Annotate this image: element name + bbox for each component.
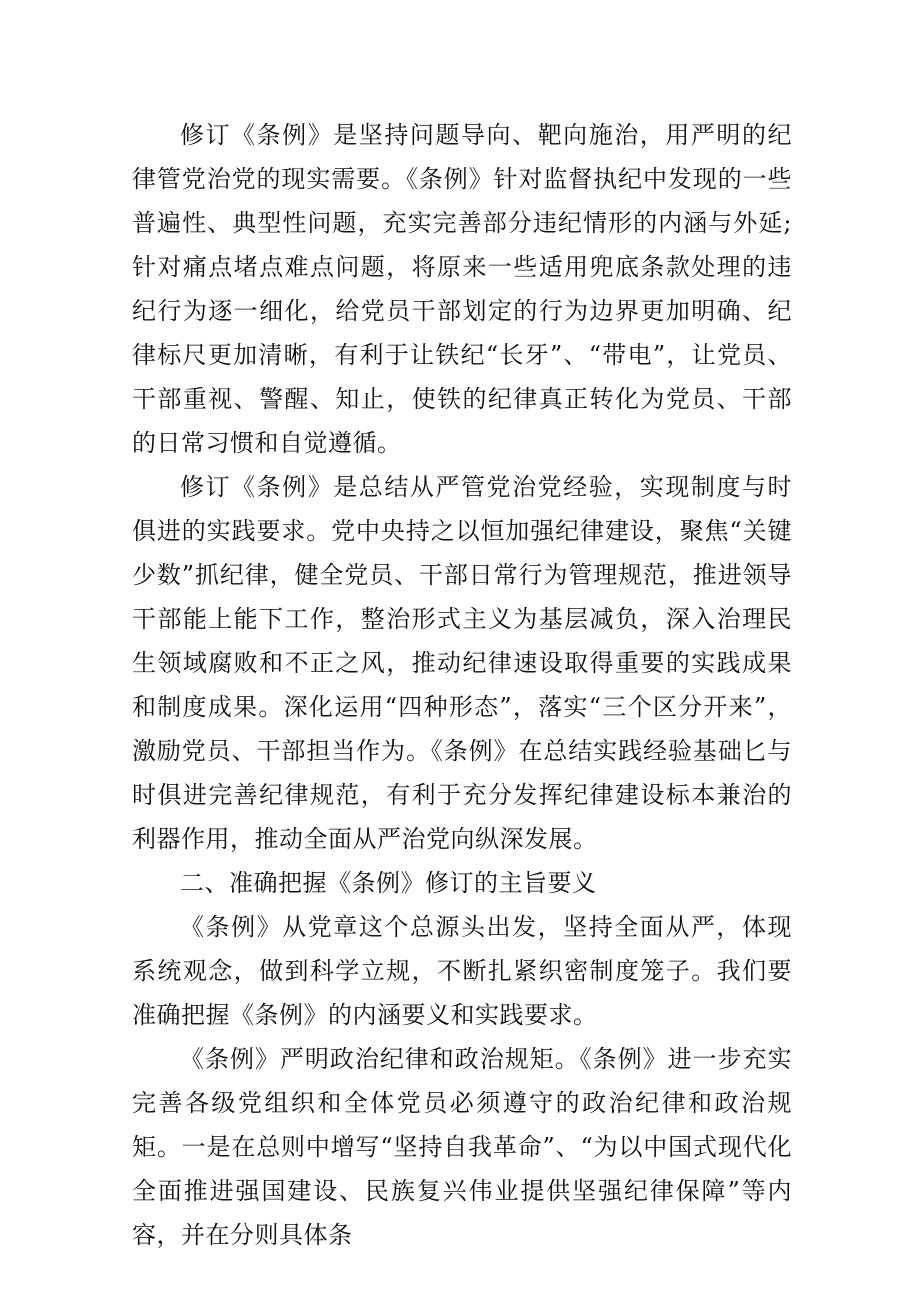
paragraph-1: 修订《条例》是坚持问题导向、靶向施治，用严明的纪律管党治党的现实需要。《条例》针对监督执纪中发现的一些普遍性、典型性问题，充实完善部分违纪情形的内涵与外延;针对痛点堵点难点问题，将原来一些适用兜底条款处理的违纪行为逐一细化，给党员干部划定的行为边界更加明确、纪律标尺更加清晰，有利于让铁纪“长牙”、“带电”，让党员、干部重视、警醒、知止，使铁的纪律真正转化为党员、干部的日常习惯和自觉遵循。 (132, 121, 792, 457)
section-heading: 二、准确把握《条例》修订的主旨要义 (180, 869, 597, 897)
paragraph-4: 《条例》严明政治纪律和政治规矩。《条例》进一步充实完善各级党组织和全体党员必须遵守的政治纪律和政治规矩。一是在总则中增写“坚持自我革命”、“为以中国式现代化全面推进强国建设、民族复兴伟业提供坚强纪律保障”等内容，并在分则具体条 (132, 1045, 792, 1249)
paragraph-3: 《条例》从党章这个总源头出发，坚持全面从严，体现系统观念，做到科学立规，不断扎紧织密制度笼子。我们要准确把握《条例》的内涵要义和实践要求。 (132, 913, 792, 1029)
document-body (132, 113, 792, 1257)
paragraph-2: 修订《条例》是总结从严管党治党经验，实现制度与时俱进的实践要求。党中央持之以恒加强纪律建设，聚焦“关键少数”抓纪律，健全党员、干部日常行为管理规范，推进领导干部能上能下工作，整治形式主义为基层减负，深入治理民生领域腐败和不正之风，推动纪律速设取得重要的实践成果和制度成果。深化运用“四种形态”，落实“三个区分开来”，激励党员、干部担当作为。《条例》在总结实践经验基础匕与时俱进完善纪律规范，有利于充分发挥纪律建设标本兼治的利器作用，推动全面从严治党向纵深发展。 (132, 473, 792, 853)
